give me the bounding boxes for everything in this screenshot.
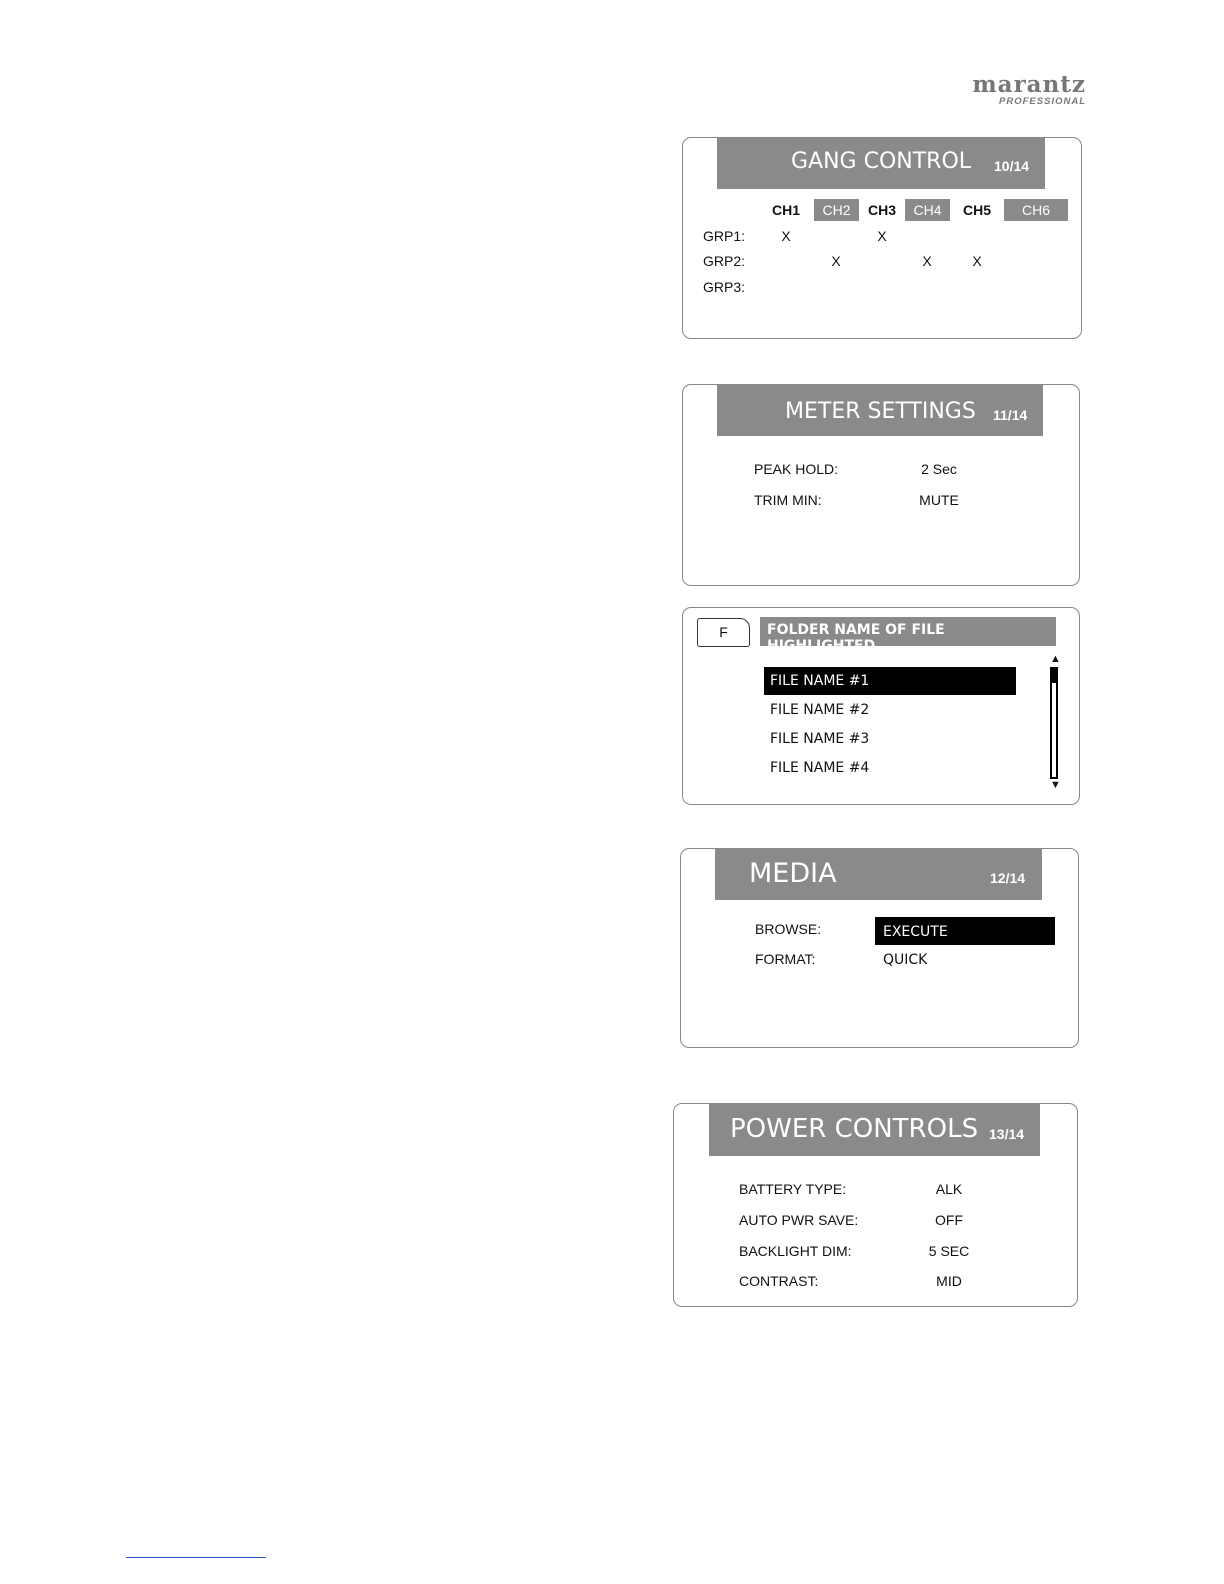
- channel-ch1[interactable]: CH1: [771, 202, 800, 218]
- setting-label-auto-pwr-save: AUTO PWR SAVE:: [739, 1212, 859, 1228]
- channel-ch5[interactable]: CH5: [962, 202, 991, 218]
- gang-mark[interactable]: X: [781, 228, 791, 244]
- marantz-logo: [948, 71, 1086, 108]
- folder-name: FOLDER NAME OF FILE HIGHLIGHTED: [767, 622, 945, 654]
- setting-value-trim-min[interactable]: MUTE: [919, 492, 959, 508]
- gang-mark[interactable]: X: [877, 228, 887, 244]
- format-value[interactable]: QUICK: [883, 952, 928, 968]
- screen-title: METER SETTINGS: [785, 399, 976, 424]
- browse-execute-button[interactable]: EXECUTE: [875, 917, 1055, 945]
- setting-label-backlight-dim: BACKLIGHT DIM:: [739, 1243, 852, 1259]
- scroll-up-arrow-icon[interactable]: ▲: [1050, 653, 1061, 665]
- group-label-grp2: GRP2:: [703, 253, 746, 269]
- logo-subtitle: PROFESSIONAL: [999, 96, 1086, 107]
- footnote-separator: [126, 1557, 266, 1558]
- logo-brand: marantz: [972, 71, 1086, 98]
- group-label-grp3: GRP3:: [703, 279, 746, 295]
- gang-mark[interactable]: X: [831, 253, 841, 269]
- scrollbar-thumb[interactable]: [1052, 669, 1056, 683]
- file-item[interactable]: FILE NAME #2: [770, 702, 870, 718]
- page-indicator: 13/14: [989, 1126, 1025, 1142]
- screen-title: POWER CONTROLS: [730, 1114, 979, 1144]
- gang-mark[interactable]: X: [972, 253, 982, 269]
- screen-title: MEDIA: [749, 858, 837, 889]
- setting-label-browse: BROWSE:: [755, 921, 822, 937]
- folder-header: [760, 617, 1056, 654]
- group-label-grp1: GRP1:: [703, 228, 746, 244]
- meter-settings-titlebar: [717, 385, 1043, 436]
- screen-title: GANG CONTROL: [791, 149, 972, 174]
- media-titlebar: [715, 849, 1042, 900]
- setting-value-battery-type[interactable]: ALK: [935, 1181, 963, 1197]
- channel-ch6[interactable]: CH6: [1004, 199, 1068, 221]
- page-indicator: 11/14: [993, 407, 1028, 423]
- page-indicator: 10/14: [994, 158, 1030, 174]
- setting-label-contrast: CONTRAST:: [739, 1273, 819, 1289]
- gang-control-titlebar: [717, 138, 1045, 189]
- setting-value-backlight-dim[interactable]: 5 SEC: [928, 1243, 970, 1259]
- channel-ch4[interactable]: CH4: [905, 199, 950, 221]
- setting-label-peak-hold: PEAK HOLD:: [754, 461, 839, 477]
- folder-icon: F: [697, 618, 750, 647]
- power-controls-titlebar: [709, 1104, 1040, 1156]
- gang-mark[interactable]: X: [922, 253, 932, 269]
- setting-value-contrast[interactable]: MID: [936, 1273, 962, 1289]
- file-item-selected[interactable]: FILE NAME #1: [764, 667, 1016, 695]
- setting-label-battery-type: BATTERY TYPE:: [739, 1181, 847, 1197]
- setting-value-peak-hold[interactable]: 2 Sec: [921, 461, 957, 477]
- file-item[interactable]: FILE NAME #4: [770, 760, 870, 776]
- channel-ch2[interactable]: CH2: [814, 199, 859, 221]
- scrollbar[interactable]: [1050, 667, 1058, 779]
- channel-ch3[interactable]: CH3: [867, 202, 896, 218]
- setting-label-trim-min: TRIM MIN:: [754, 492, 822, 508]
- page-indicator: 12/14: [990, 870, 1026, 886]
- setting-value-auto-pwr-save[interactable]: OFF: [935, 1212, 963, 1228]
- file-item[interactable]: FILE NAME #3: [770, 731, 870, 747]
- scroll-down-arrow-icon[interactable]: ▼: [1050, 779, 1061, 791]
- setting-label-format: FORMAT:: [755, 951, 816, 967]
